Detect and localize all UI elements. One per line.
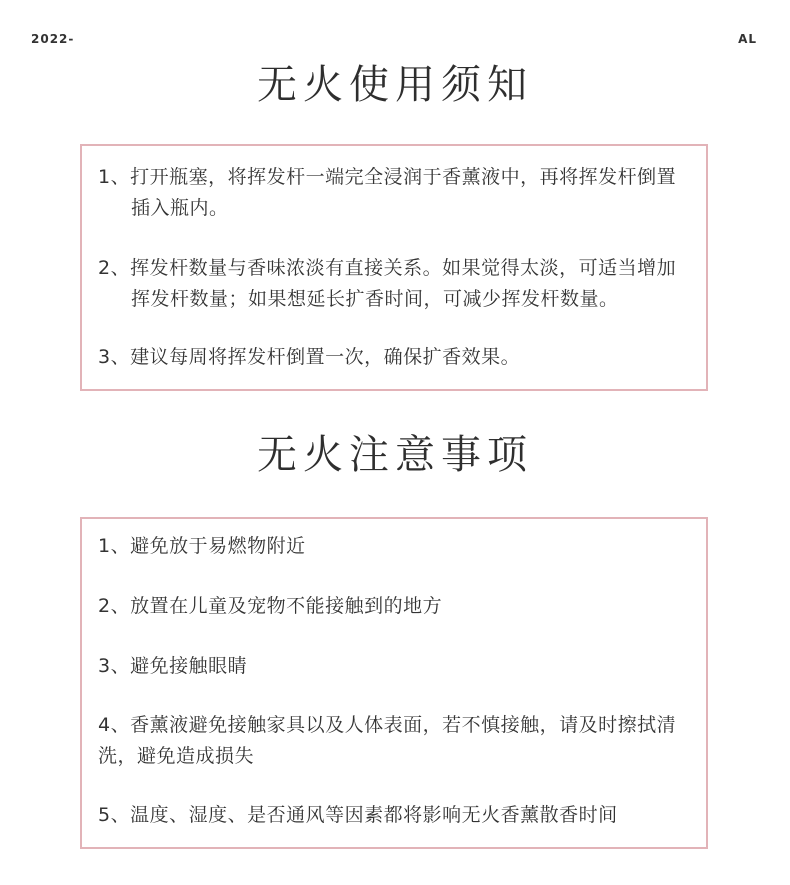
notes-item-1: 1、避免放于易燃物附近 [98,535,306,557]
usage-item-3: 3、建议每周将挥发杆倒置一次，确保扩香效果。 [98,346,521,368]
usage-item-1: 1、打开瓶塞，将挥发杆一端完全浸润于香薰液中，再将挥发杆倒置插入瓶内。 [98,166,677,219]
usage-title: 无火使用须知 [257,62,533,108]
notes-item-4: 4、香薰液避免接触家具以及人体表面，若不慎接触，请及时擦拭清洗，避免造成损失 [98,714,677,767]
notes-item-2: 2、放置在儿童及宠物不能接触到的地方 [98,595,443,617]
usage-box [80,144,708,391]
notes-box [80,517,708,849]
notes-item-5: 5、温度、湿度、是否通风等因素都将影响无火香薰散香时间 [98,804,618,826]
usage-item-2: 2、挥发杆数量与香味浓淡有直接关系。如果觉得太淡，可适当增加挥发杆数量；如果想延长扩香时间，可减少挥发杆数量。 [98,257,677,310]
notes-item-3: 3、避免接触眼睛 [98,655,248,677]
header-left-label: 2022- [31,32,75,46]
notes-title: 无火注意事项 [257,432,533,478]
header-right-label: AL [738,32,757,46]
